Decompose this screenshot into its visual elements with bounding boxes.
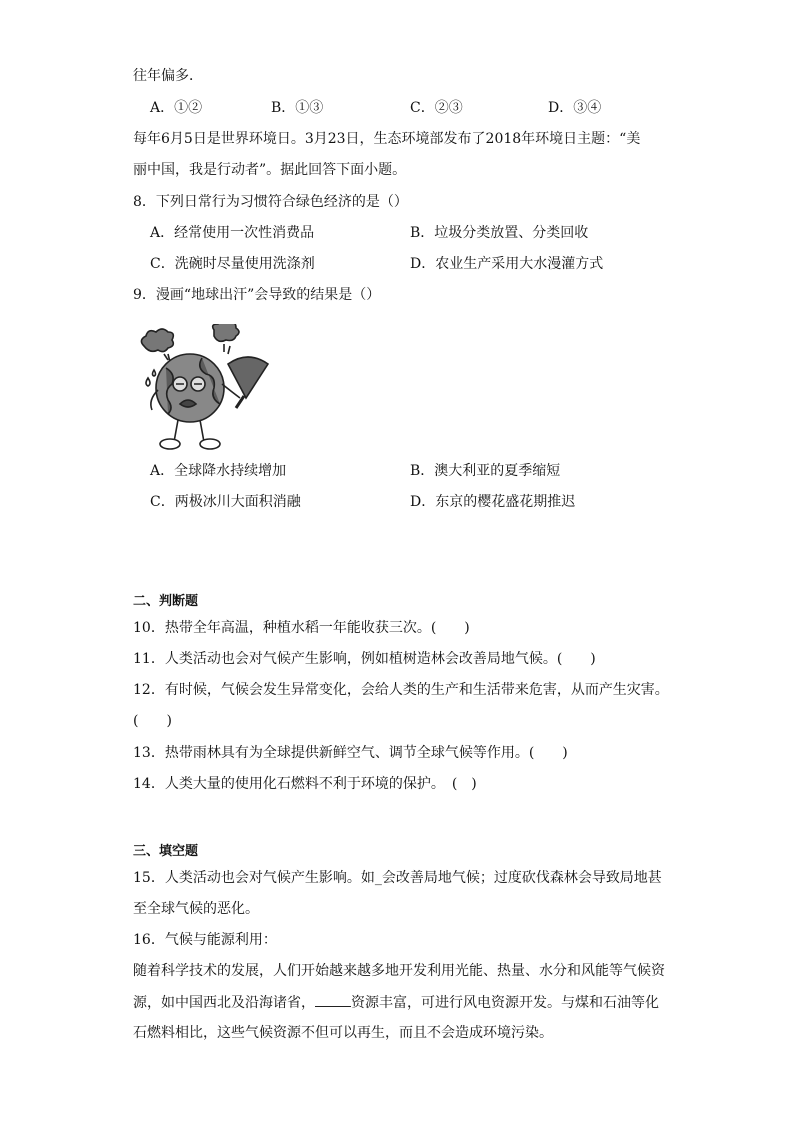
q9-option-c: C．两极冰川大面积消融 [150,494,301,510]
q7-option-d: D．③④ [548,100,602,116]
context-line-1: 每年6月5日是世界环境日。3月23日，生态环境部发布了2018年环境日主题：“美 [133,131,641,147]
q9-option-d: D．东京的樱花盛花期推迟 [410,494,576,510]
q10-text: 10．热带全年高温，种植水稻一年能收获三次。( ) [133,620,470,636]
q16-text-line-2 [133,992,659,1013]
q12-text-line-2: ( ) [133,713,172,729]
q11-text: 11．人类活动也会对气候产生影响，例如植树造林会改善局地气候。( ) [133,651,596,667]
q16-text-after-blank: 资源丰富，可进行风电资源开发。与煤和石油等化 [351,995,659,1011]
q12-text-line-1: 12．有时候，气候会发生异常变化，会给人类的生产和生活带来危害，从而产生灾害。 [133,682,669,698]
q8-option-b: B．垃圾分类放置、分类回收 [410,225,589,241]
q9-stem: 9．漫画“地球出汗”会导致的结果是（） [133,287,381,303]
q16-title: 16．气候与能源利用： [133,932,277,948]
q16-text-line-1: 随着科学技术的发展，人们开始越来越多地开发利用光能、热量、水分和风能等气候资 [133,963,665,979]
context-line-2: 丽中国，我是行动者”。据此回答下面小题。 [133,162,407,178]
q15-text-line-1: 15．人类活动也会对气候产生影响。如_会改善局地气候；过度砍伐森林会导致局地甚 [133,870,662,886]
q9-option-b: B．澳大利亚的夏季缩短 [410,463,561,479]
q7-option-a: A．①② [150,100,203,116]
q8-stem: 8．下列日常行为习惯符合绿色经济的是（） [133,194,408,210]
q15-text-line-2: 至全球气候的恶化。 [133,901,259,917]
q8-option-d: D．农业生产采用大水漫灌方式 [410,256,604,272]
q14-text: 14．人类大量的使用化石燃料不利于环境的保护。 ( ) [133,776,477,792]
q8-option-c: C．洗碗时尽量使用洗涤剂 [150,256,315,272]
section-heading-judgement: 二、判断题 [133,594,199,609]
section-heading-fill-blank: 三、填空题 [133,844,199,859]
q9-option-a: A．全球降水持续增加 [150,463,287,479]
q13-text: 13．热带雨林具有为全球提供新鲜空气、调节全球气候等作用。( ) [133,745,568,761]
sweating-earth-cartoon [132,324,274,452]
question-fragment: 往年偏多． [133,68,203,84]
q8-option-a: A．经常使用一次性消费品 [150,225,315,241]
q7-option-c: C．②③ [410,100,463,116]
q16-text-before-blank: 源，如中国西北及沿海诸省， [133,995,315,1011]
q7-option-b: B．①③ [271,100,324,116]
q16-text-line-3: 石燃料相比，这些气候资源不但可以再生，而且不会造成环境污染。 [133,1025,553,1041]
q16-answer-blank[interactable] [315,992,351,1007]
